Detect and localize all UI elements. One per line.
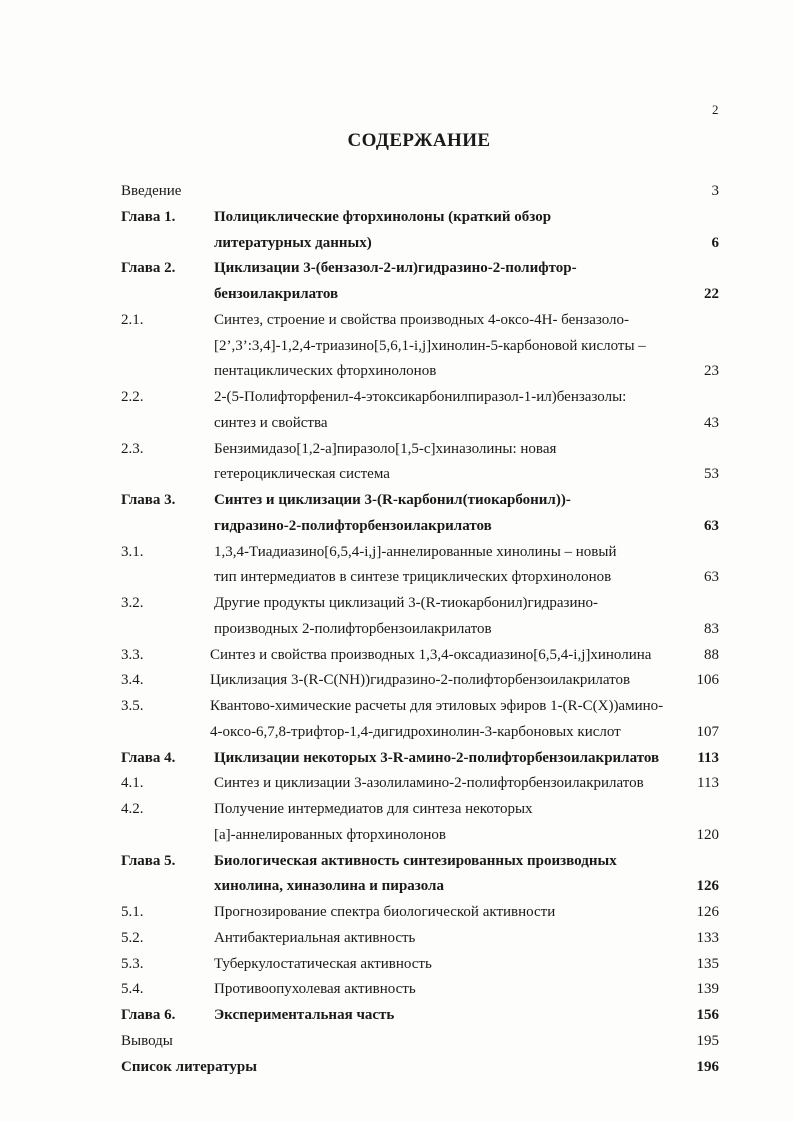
toc-entry-number: 3.3. [121, 646, 144, 663]
toc-line [0, 977, 793, 1001]
toc-line [0, 256, 793, 280]
toc-entry-page: 195 [696, 1032, 719, 1049]
toc-entry-page: 88 [704, 646, 719, 663]
toc-line [0, 746, 793, 770]
toc-line [0, 591, 793, 615]
toc-entry-text: Синтез и циклизации 3-азолиламино-2-полифторбензоилакрилатов [214, 775, 644, 792]
toc-entry-text: Циклизации 3-(бензазол-2-ил)гидразино-2-полифтор- [214, 260, 577, 277]
toc-entry-page: 113 [697, 775, 719, 792]
toc-entry-number: 2.2. [121, 389, 144, 405]
toc-entry-number: Глава 1. [121, 208, 176, 225]
toc-entry-page: 107 [696, 723, 719, 740]
toc-line [0, 205, 793, 229]
toc-entry-text: Антибактериальная активность [214, 929, 416, 946]
toc-line [0, 668, 793, 692]
toc-entry-page: 63 [704, 569, 719, 586]
toc-entry-page: 113 [697, 749, 719, 766]
toc-entry-number: 3.5. [121, 698, 144, 714]
toc-entry-text: Синтез и циклизации 3-(R-карбонил(тиокарбонил))- [214, 492, 571, 508]
toc-line [0, 359, 793, 383]
toc-entry-number: Введение [121, 183, 182, 199]
toc-entry-text: 2-(5-Полифторфенил-4-этоксикарбонилпиразол-1-ил)бензазолы: [214, 389, 627, 405]
toc-entry-number: 5.1. [121, 904, 144, 920]
toc-entry-text: гетероциклическая система [214, 466, 390, 483]
toc-entry-text: Прогнозирование спектра биологической активности [214, 904, 556, 920]
toc-entry-text: Синтез и свойства производных 1,3,4-оксадиазино[6,5,4-i,j]хинолина [210, 646, 652, 663]
toc-line [0, 1003, 793, 1027]
toc-line [0, 823, 793, 847]
toc-entry-text: пентациклических фторхинолонов [214, 363, 437, 380]
toc-entry-page: 43 [704, 414, 719, 431]
toc-entry-text: Биологическая активность синтезированных производных [214, 852, 617, 869]
toc-entry-text: [a]-аннелированных фторхинолонов [214, 826, 446, 843]
toc-entry-page: 106 [696, 672, 719, 689]
toc-entry-page: 120 [696, 826, 719, 843]
toc-line [0, 308, 793, 332]
toc-entry-page: 63 [704, 517, 719, 534]
toc-entry-text: Циклизация 3-(R-C(NH))гидразино-2-полифторбензоилакрилатов [210, 672, 631, 689]
toc-line [0, 179, 793, 203]
toc-line [0, 514, 793, 538]
toc-line [0, 849, 793, 873]
toc-entry-text: производных 2-полифторбензоилакрилатов [214, 620, 492, 637]
toc-entry-number: 3.1. [121, 543, 144, 560]
toc-line [0, 926, 793, 950]
toc-line [0, 1055, 793, 1079]
toc-entry-number: 5.3. [121, 955, 144, 972]
toc-entry-number: 4.1. [121, 775, 144, 792]
toc-entry-page: 3 [711, 183, 719, 199]
toc-line [0, 231, 793, 255]
toc-entry-page: 156 [696, 1007, 719, 1023]
toc-entry-text: Полициклические фторхинолоны (краткий обзор [214, 208, 552, 225]
toc-line [0, 952, 793, 976]
toc-line [0, 282, 793, 306]
toc-entry-number: 5.2. [121, 929, 144, 946]
toc-entry-page: 6 [711, 234, 719, 251]
toc-entry-page: 133 [696, 929, 719, 946]
toc-entry-page: 126 [696, 904, 719, 920]
toc-entry-number: Глава 3. [121, 492, 176, 508]
toc-entry-text: Туберкулостатическая активность [214, 955, 432, 972]
toc-entry-page: 126 [696, 878, 719, 895]
toc-entry-text: Противоопухолевая активность [214, 981, 416, 998]
toc-entry-text: Бензимидазо[1,2-a]пиразоло[1,5-c]хиназолины: новая [214, 440, 557, 457]
toc-line [0, 694, 793, 718]
toc-line [0, 385, 793, 409]
toc-entry-number: Глава 5. [121, 852, 176, 869]
toc-line [0, 771, 793, 795]
toc-entry-number: 3.4. [121, 672, 144, 689]
toc-line [0, 874, 793, 898]
toc-entry-number: Глава 6. [121, 1007, 176, 1023]
toc-line [0, 643, 793, 667]
toc-entry-text: 1,3,4-Тиадиазино[6,5,4-i,j]-аннелированные хинолины – новый [214, 543, 617, 560]
toc-entry-page: 83 [704, 620, 719, 637]
toc-entry-number: 2.1. [121, 311, 144, 328]
toc-entry-text: бензоилакрилатов [214, 286, 339, 302]
page-number: 2 [712, 102, 719, 117]
toc-entry-text: хинолина, хиназолина и пиразола [214, 878, 444, 895]
toc-line [0, 565, 793, 589]
toc-entry-number: Выводы [121, 1032, 173, 1049]
toc-line [0, 617, 793, 641]
toc-entry-page: 139 [696, 981, 719, 998]
toc-entry-text: Другие продукты циклизаций 3-(R-тиокарбонил)гидразино- [214, 595, 598, 611]
toc-entry-text: Экспериментальная часть [214, 1007, 395, 1023]
toc-entry-text: тип интермедиатов в синтезе трициклических фторхинолонов [214, 569, 612, 586]
toc-line [0, 720, 793, 744]
toc-line [0, 462, 793, 486]
toc-line [0, 411, 793, 435]
toc-line [0, 437, 793, 461]
toc-entry-text: Квантово-химические расчеты для этиловых эфиров 1-(R-C(X))амино- [210, 698, 664, 714]
toc-line [0, 540, 793, 564]
toc-entry-number: 3.2. [121, 595, 144, 611]
toc-entry-page: 22 [704, 286, 719, 302]
toc-line [0, 900, 793, 924]
toc-entry-text: Синтез, строение и свойства производных 4-оксо-4H- бензазоло- [214, 311, 630, 328]
toc-line [0, 1029, 793, 1053]
page-title: СОДЕРЖАНИЕ [347, 130, 491, 151]
toc-line [0, 488, 793, 512]
toc-entry-text: 4-оксо-6,7,8-трифтор-1,4-дигидрохинолин-3-карбоновых кислот [210, 723, 621, 740]
toc-entry-text: Получение интермедиатов для синтеза некоторых [214, 801, 533, 817]
toc-entry-text: гидразино-2-полифторбензоилакрилатов [214, 517, 492, 534]
toc-entry-number: Глава 2. [121, 260, 176, 277]
toc-entry-number: 2.3. [121, 440, 144, 457]
toc-entry-text: [2’,3’:3,4]-1,2,4-триазино[5,6,1-i,j]хинолин-5-карбоновой кислоты – [214, 337, 646, 354]
toc-entry-page: 23 [704, 363, 719, 380]
toc-line [0, 334, 793, 358]
toc-entry-number: 4.2. [121, 801, 144, 817]
toc-entry-page: 135 [696, 955, 719, 972]
toc-entry-text: синтез и свойства [214, 414, 328, 431]
toc-entry-number: Список литературы [121, 1058, 257, 1075]
toc-line [0, 797, 793, 821]
toc-entry-page: 196 [696, 1058, 719, 1075]
toc-entry-page: 53 [704, 466, 719, 483]
toc-entry-text: Циклизации некоторых 3-R-амино-2-полифторбензоилакрилатов [214, 749, 660, 766]
toc-entry-number: Глава 4. [121, 749, 176, 766]
toc-entry-text: литературных данных) [214, 234, 372, 251]
toc-entry-number: 5.4. [121, 981, 144, 998]
